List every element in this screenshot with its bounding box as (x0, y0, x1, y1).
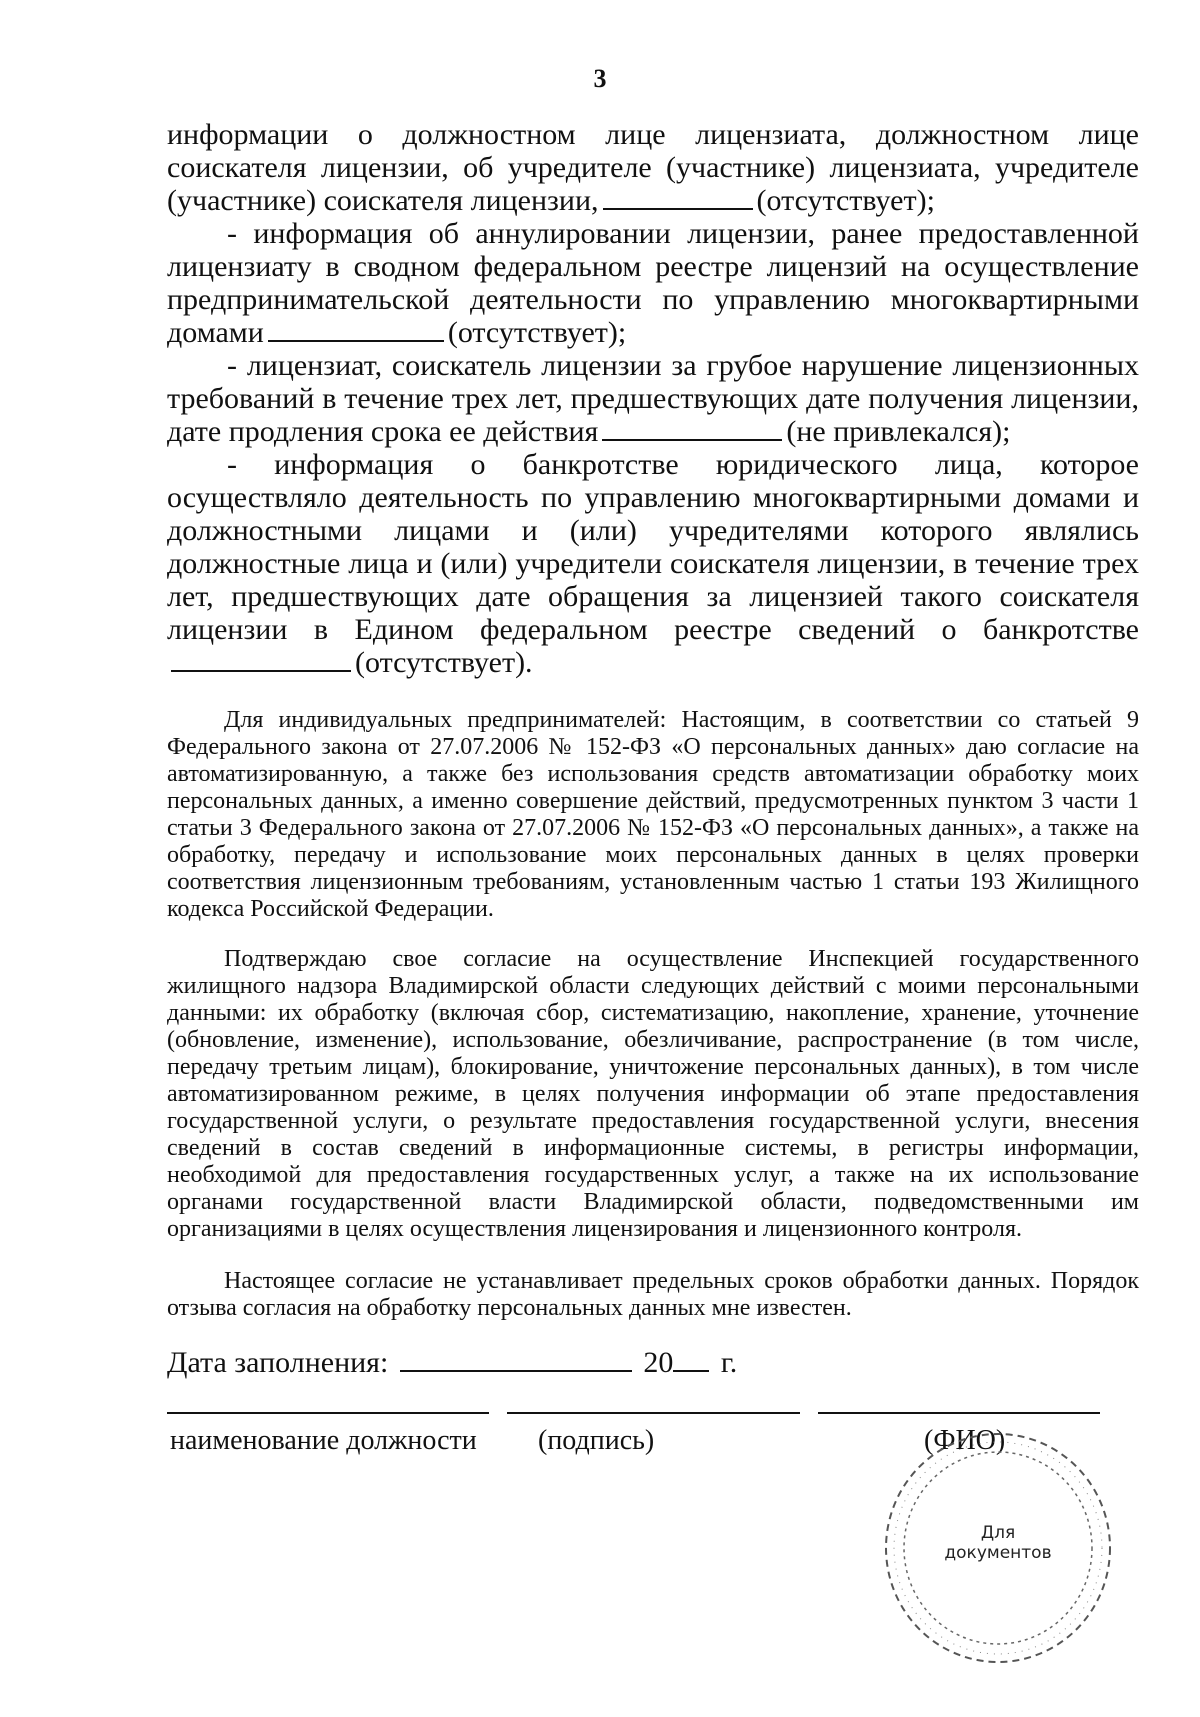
license-info-officials-status: (отсутствует); (756, 184, 935, 217)
license-info-bankruptcy (167, 448, 1139, 679)
blank-line (268, 318, 444, 342)
stamp-center-text (928, 1523, 1068, 1563)
license-info-officials-text: информации о должностном лице лицензиата, должностном лице соискателя лицензии, об учредителе (участнике) лицензиата, учредителе (участнике) соискателя лицензии, (167, 118, 1139, 217)
license-info-bankruptcy-text: - информация о банкротстве юридического лица, которое осуществляло деятельность по управлению многоквартирными домами и должностными лицами и (или) учредителями которого являлись должностные лица и (или) учредители соискателя лицензии, в течение трех лет, предшествующих дате обращения за лицензией такого соискателя лицензии в Едином федеральном реестре сведений о банкротстве (167, 448, 1139, 646)
consent-individual-block (167, 707, 1139, 923)
license-info-section (167, 118, 1139, 679)
official-stamp (878, 1420, 1118, 1670)
consent-confirm-block (167, 946, 1139, 1243)
signature-line[interactable] (507, 1412, 800, 1414)
signature-label: (подпись) (538, 1425, 655, 1456)
license-info-violation-status: (не привлекался); (786, 415, 1011, 448)
consent-period-text: Настоящее согласие не устанавливает предельных сроков обработки данных. Порядок отзыва согласия на обработку персональных данных мне известен. (167, 1268, 1139, 1321)
date-year-prefix: 20 (643, 1346, 674, 1379)
stamp-text-line1: Для (980, 1523, 1016, 1543)
date-field-label: Дата заполнения: (167, 1346, 389, 1379)
license-info-violation (167, 349, 1139, 448)
blank-line (603, 186, 753, 210)
name-label: (ФИО) (924, 1425, 1006, 1456)
license-info-annulment (167, 217, 1139, 349)
consent-individual-text: Для индивидуальных предпринимателей: Настоящим, в соответствии со статьей 9 Федерального закона от 27.07.2006 № 152-ФЗ «О персональных данных» даю согласие на автоматизированную, а также без использования средств автоматизации обработку моих персональных данных, а именно совершение действий, предусмотренных пунктом 3 части 1 статьи 3 Федерального закона от 27.07.2006 № 152-ФЗ «О персональных данных», а также на обработку, передачу и использование моих персональных данных в целях проверки соответствия лицензионным требованиям, установленным частью 1 статьи 193 Жилищного кодекса Российской Федерации. (167, 707, 1139, 922)
license-info-officials (167, 118, 1139, 217)
blank-line (171, 648, 351, 672)
consent-period-block (167, 1268, 1139, 1322)
date-field-row (167, 1346, 737, 1380)
date-year-suffix: г. (720, 1346, 738, 1379)
license-info-violation-text: - лицензиат, соискатель лицензии за грубое нарушение лицензионных требований в течение трех лет, предшествующих дате получения лицензии, дате продления срока ее действия (167, 349, 1139, 448)
license-info-annulment-status: (отсутствует); (447, 316, 627, 349)
position-signature-line[interactable] (167, 1412, 489, 1414)
name-signature-line[interactable] (818, 1412, 1100, 1414)
year-blank-field[interactable] (673, 1346, 709, 1372)
consent-confirm-text: Подтверждаю свое согласие на осуществление Инспекцией государственного жилищного надзора Владимирской области следующих действий с моими персональными данными: их обработку (включая сбор, систематизацию, накопление, хранение, уточнение (обновление, изменение), использование, обезличивание, распространение (в том числе, передачу третьим лицам), блокирование, уничтожение персональных данных), в том числе автоматизированном режиме, в целях получения информации об этапе предоставления государственной услуги, о результате предоставления государственной услуги, внесения сведений в состав сведений в информационные системы, в регистры информации, необходимой для предоставления государственных услуг, а также на их использование органами государственной власти Владимирской области, подведомственными им организациями в целях осуществления лицензирования и лицензионного контроля. (167, 946, 1139, 1242)
license-info-annulment-text: - информация об аннулировании лицензии, ранее предоставленной лицензиату в сводном федеральном реестре лицензий на осуществление предпринимательской деятельности по управлению многоквартирными домами (167, 217, 1139, 349)
stamp-text-line2: документов (944, 1543, 1052, 1563)
blank-line (602, 417, 782, 441)
date-blank-field[interactable] (400, 1346, 632, 1372)
position-label: наименование должности (170, 1425, 477, 1456)
page-number: 3 (593, 64, 607, 93)
license-info-bankruptcy-status: (отсутствует). (355, 646, 533, 679)
